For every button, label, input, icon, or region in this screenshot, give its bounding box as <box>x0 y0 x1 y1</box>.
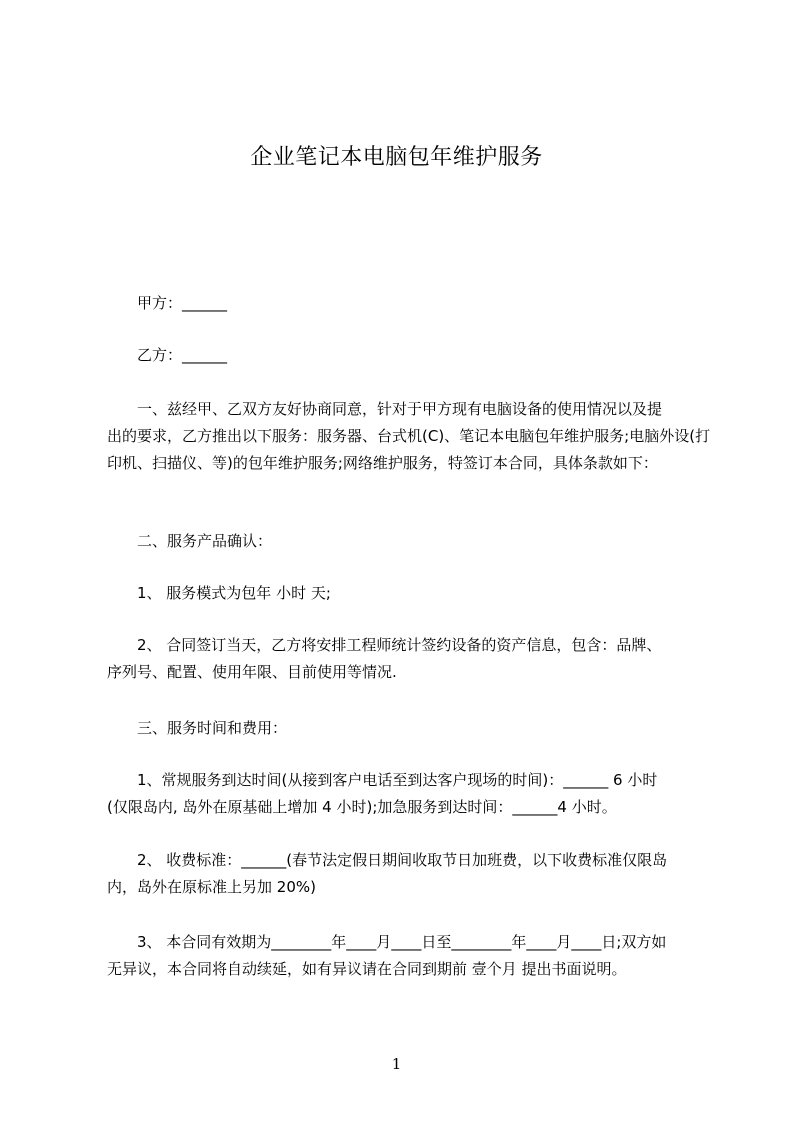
section-3-item-1 <box>107 767 712 821</box>
section-3-item-1-first-line: 1、常规服务到达时间(从接到客户电话至到达客户现场的时间)：______ 6 小时 <box>137 771 658 789</box>
section-3-item-1-continuation: (仅限岛内, 岛外在原基础上增加 4 小时);加急服务到达时间：______4 小时。 <box>107 798 617 816</box>
section-1-first-line: 一、兹经甲、乙双方友好协商同意，针对于甲方现有电脑设备的使用情况以及提 <box>137 400 663 418</box>
section-3-item-2 <box>107 847 712 901</box>
party-b-line: 乙方：______ <box>137 346 228 364</box>
section-3-item-3-continuation: 无异议，本合同将自动续延，如有异议请在合同到期前 壹个月 提出书面说明。 <box>107 960 627 978</box>
section-3-item-2-continuation: 内，岛外在原标准上另加 20%) <box>107 878 316 896</box>
section-3-item-3 <box>107 929 712 983</box>
section-2-heading: 二、服务产品确认： <box>137 532 273 550</box>
section-1-continuation: 出的要求，乙方推出以下服务：服务器、台式机(C)、笔记本电脑包年维护服务;电脑外设(打印机、扫描仪、等)的包年维护服务;网络维护服务，特签订本合同，具体条款如下： <box>107 427 711 472</box>
document-title: 企业笔记本电脑包年维护服务 <box>250 145 543 170</box>
section-2-item-1: 1、 服务模式为包年 小时 天; <box>137 584 331 602</box>
section-3-item-2-first-line: 2、 收费标准：______(春节法定假日期间收取节日加班费，以下收费标准仅限岛 <box>137 851 668 869</box>
section-2-item-2 <box>107 632 712 686</box>
party-a-line: 甲方：______ <box>137 294 228 312</box>
section-3-heading: 三、服务时间和费用： <box>137 719 288 737</box>
section-1-paragraph <box>107 396 712 477</box>
section-2-item-2-first-line: 2、 合同签订当天，乙方将安排工程师统计签约设备的资产信息，包含：品牌、 <box>137 636 662 654</box>
section-3-item-3-first-line: 3、 本合同有效期为________年____月____日至________年____月____日;双方如 <box>137 933 667 951</box>
page-number: 1 <box>391 1055 402 1073</box>
section-2-item-2-continuation: 序列号、配置、使用年限、目前使用等情况. <box>107 663 397 681</box>
